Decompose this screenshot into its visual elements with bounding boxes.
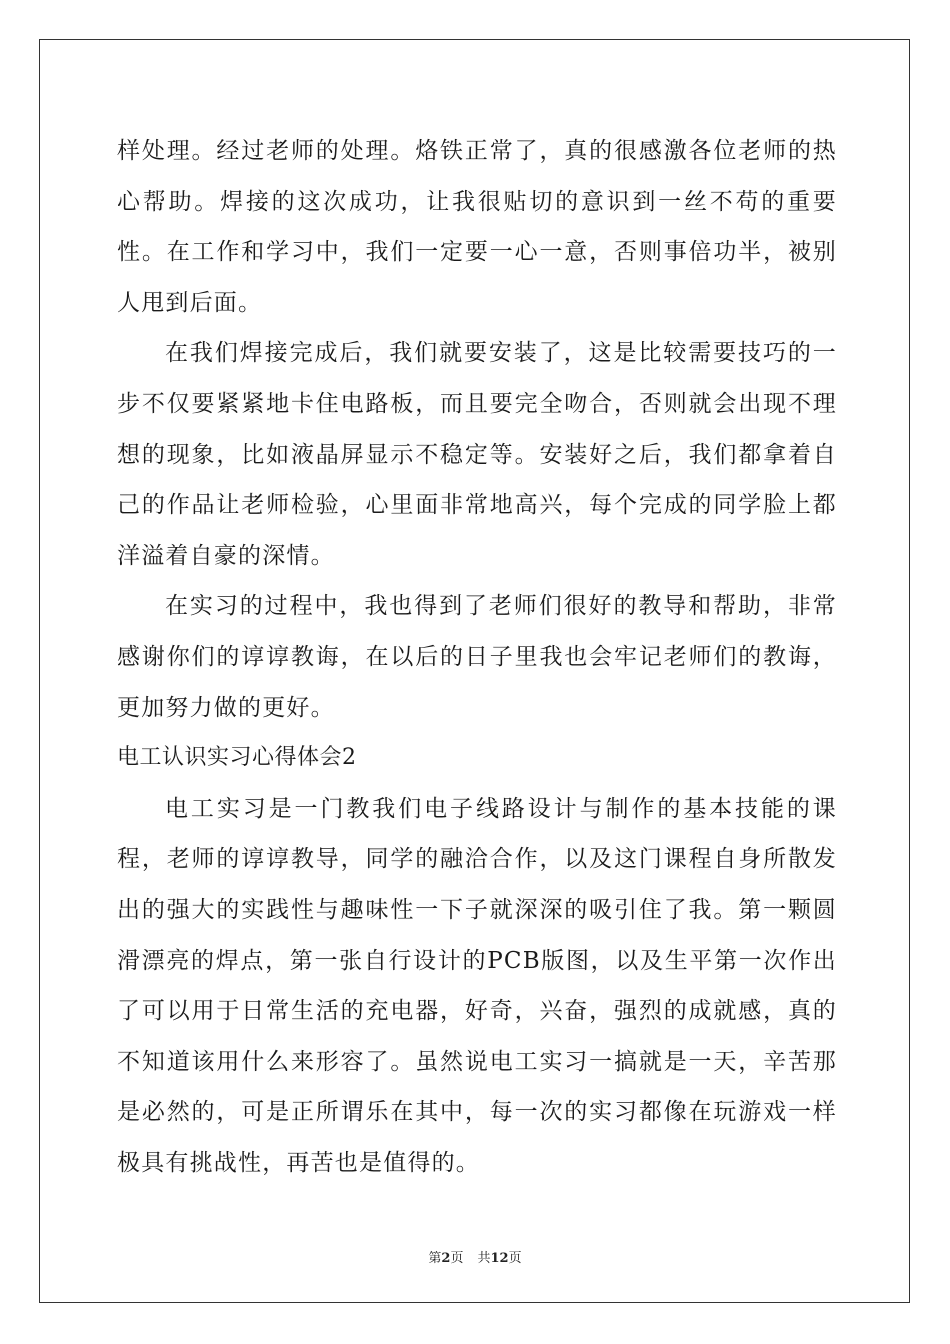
document-body [117, 126, 837, 1188]
footer-page-total: 12 [490, 1251, 509, 1266]
footer-total-prefix: 共 [477, 1251, 491, 1266]
paragraph-section-body: 电工实习是一门教我们电子线路设计与制作的基本技能的课程，老师的谆谆教导，同学的融洽合作，以及这门课程自身所散发出的强大的实践性与趣味性一下子就深深的吸引住了我。第一颗圆滑漂亮的焊点，第一张自行设计的PCB版图，以及生平第一次作出了可以用于日常生活的充电器，好奇，兴奋，强烈的成就感，真的不知道该用什么来形容了。虽然说电工实习一搞就是一天，辛苦那是必然的，可是正所谓乐在其中，每一次的实习都像在玩游戏一样极具有挑战性，再苦也是值得的。 [117, 795, 837, 1176]
paragraph-installation: 在我们焊接完成后，我们就要安装了，这是比较需要技巧的一步不仅要紧紧地卡住电路板，而且要完全吻合，否则就会出现不理想的现象，比如液晶屏显示不稳定等。安装好之后，我们都拿着自己的作品让老师检验，心里面非常地高兴，每个完成的同学脸上都洋溢着自豪的深情。 [117, 340, 837, 569]
section-heading: 电工认识实习心得体会2 [117, 745, 357, 771]
footer-page-current: 2 [441, 1251, 451, 1266]
footer-page-suffix: 页 [450, 1251, 464, 1266]
paragraph-gratitude: 在实习的过程中，我也得到了老师们很好的教导和帮助，非常感谢你们的谆谆教诲，在以后的日子里我也会牢记老师们的教诲，更加努力做的更好。 [117, 593, 837, 721]
paragraph-continuation: 样处理。经过老师的处理。烙铁正常了，真的很感激各位老师的热心帮助。焊接的这次成功，让我很贴切的意识到一丝不苟的重要性。在工作和学习中，我们一定要一心一意，否则事倍功半，被别人甩到后面。 [117, 138, 837, 316]
footer-total-suffix: 页 [508, 1251, 522, 1266]
page-footer [0, 1247, 950, 1266]
footer-page-prefix: 第 [428, 1251, 442, 1266]
